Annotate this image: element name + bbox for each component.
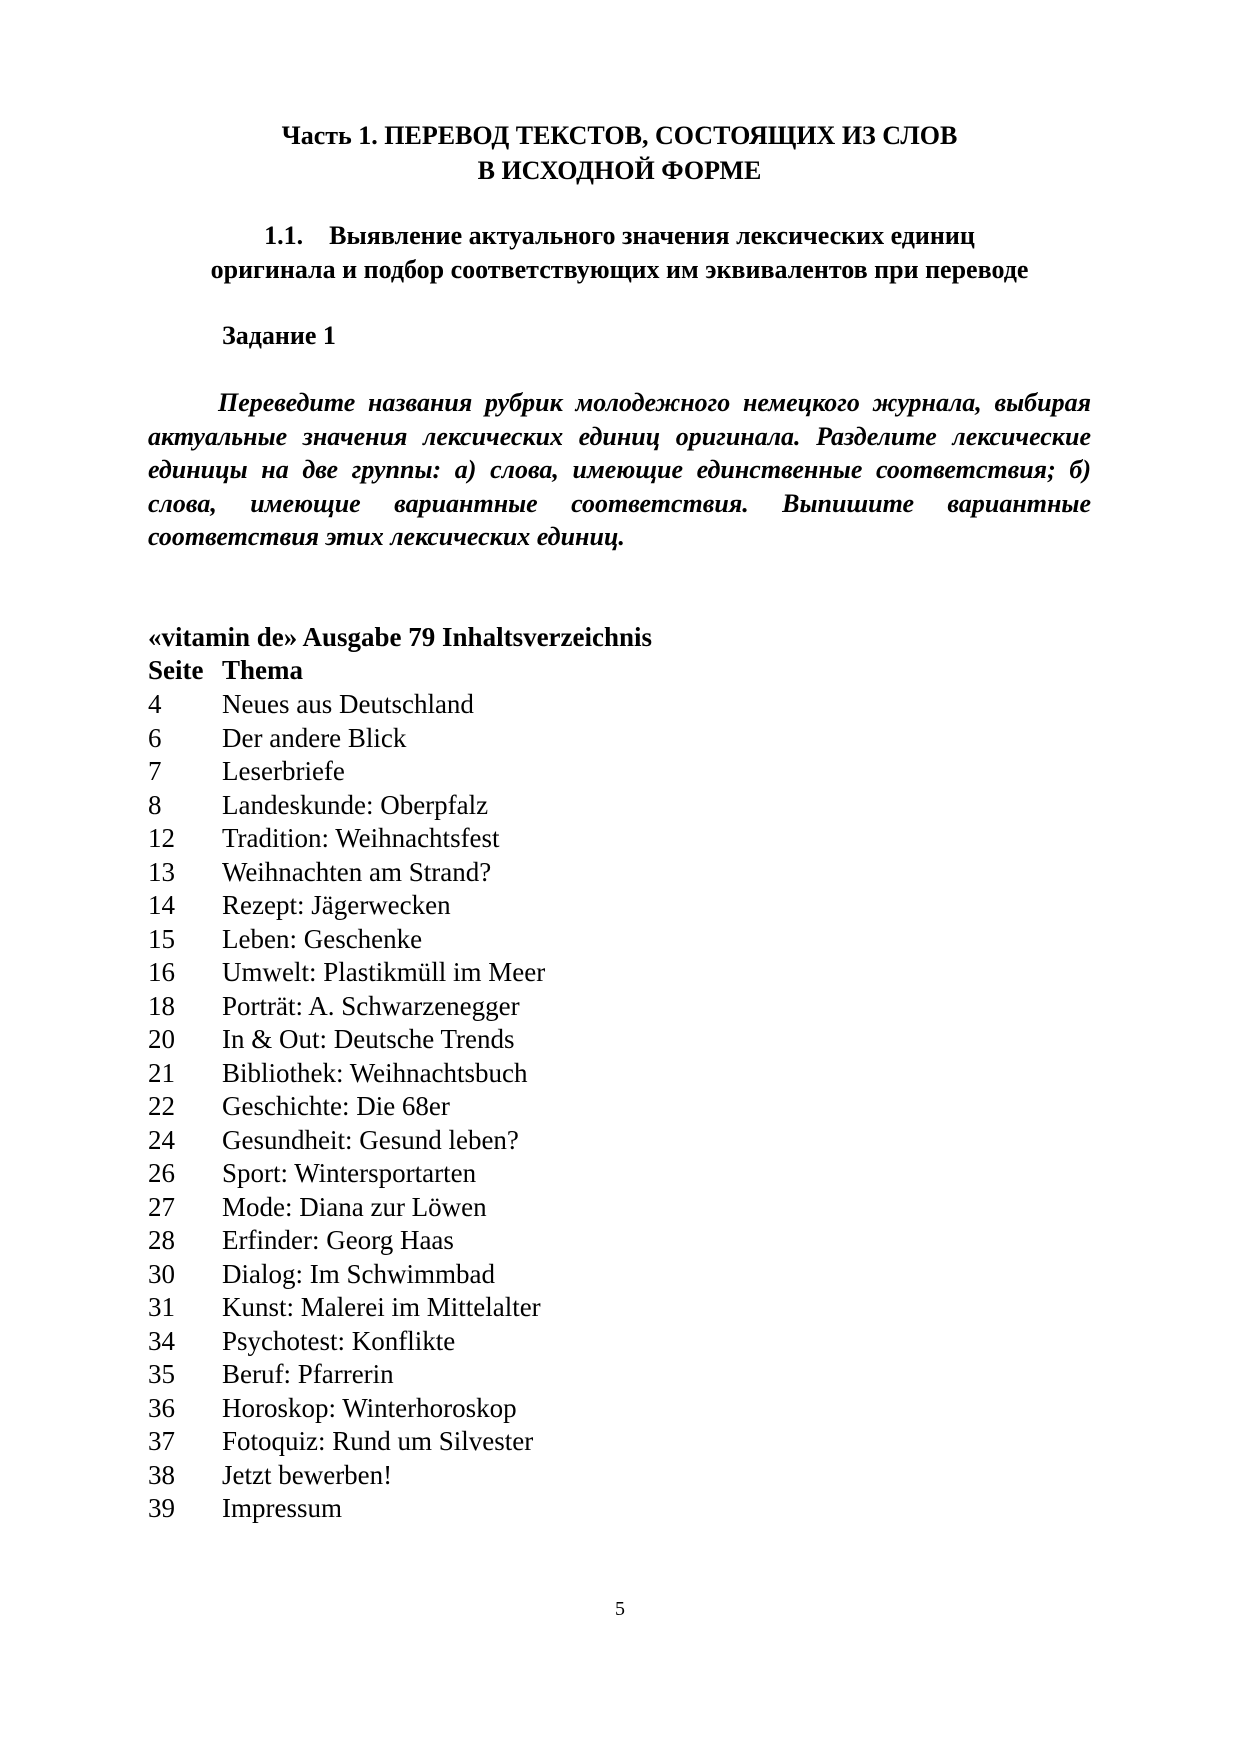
- column-header-page: Seite: [148, 655, 204, 685]
- toc-page-number: 4: [148, 689, 162, 719]
- toc-row: [148, 1090, 545, 1124]
- toc-page-number: 28: [148, 1225, 175, 1255]
- toc-topic: Leben: Geschenke: [222, 923, 423, 954]
- toc-topic: Bibliothek: Weihnachtsbuch: [222, 1057, 528, 1088]
- toc-row: [148, 1157, 545, 1191]
- toc-list: [148, 688, 545, 1526]
- toc-row: [148, 789, 545, 823]
- toc-topic: Impressum: [222, 1493, 342, 1523]
- toc-page-number: 18: [148, 990, 175, 1021]
- toc-page-number: 36: [148, 1392, 175, 1423]
- toc-row: [148, 1258, 545, 1292]
- toc-page-number: 22: [148, 1091, 175, 1121]
- toc-page-number: 37: [148, 1426, 175, 1456]
- toc-row: [148, 923, 545, 957]
- toc-topic: Umwelt: Plastikmüll im Meer: [222, 957, 546, 987]
- toc-page-number: 35: [148, 1359, 175, 1389]
- toc-topic: Erfinder: Georg Haas: [222, 1225, 454, 1255]
- toc-row: [148, 1492, 545, 1526]
- toc-row: [148, 1057, 545, 1091]
- toc-page-number: 8: [148, 789, 162, 820]
- toc-topic: Psychotest: Konflikte: [222, 1325, 456, 1356]
- toc-row: [148, 1392, 545, 1426]
- toc-topic: Rezept: Jägerwecken: [222, 890, 451, 920]
- toc-column-headers: [148, 654, 303, 688]
- toc-row: [148, 1023, 545, 1057]
- toc-page-number: 34: [148, 1325, 175, 1356]
- toc-row: [148, 688, 545, 722]
- toc-row: [148, 722, 545, 756]
- column-header-topic: Thema: [222, 655, 303, 685]
- toc-topic: Dialog: Im Schwimmbad: [222, 1258, 495, 1289]
- toc-row: [148, 1291, 545, 1325]
- task-title: Задание 1: [222, 321, 336, 350]
- toc-topic: Neues aus Deutschland: [222, 689, 474, 719]
- toc-page-number: 24: [148, 1124, 175, 1155]
- toc-topic: Der andere Blick: [222, 722, 407, 753]
- toc-row: [148, 1459, 545, 1493]
- section-heading-line2: оригинала и подбор соответствующих им эквивалентов при переводе: [210, 255, 1029, 284]
- section-heading-line1: 1.1. Выявление актуального значения лексических единиц: [264, 221, 975, 250]
- toc-row: [148, 755, 545, 789]
- toc-topic: Weihnachten am Strand?: [222, 856, 492, 887]
- toc-row: [148, 1191, 545, 1225]
- toc-row: [148, 856, 545, 890]
- chapter-heading: [148, 118, 1091, 188]
- toc-topic: Geschichte: Die 68er: [222, 1091, 450, 1121]
- toc-page-number: 31: [148, 1292, 175, 1322]
- chapter-heading-line1: Часть 1. ПЕРЕВОД ТЕКСТОВ, СОСТОЯЩИХ ИЗ СЛОВ: [281, 121, 958, 150]
- toc-row: [148, 1124, 545, 1158]
- toc-row: [148, 956, 545, 990]
- toc-topic: Mode: Diana zur Löwen: [222, 1191, 487, 1222]
- toc-topic: Fotoquiz: Rund um Silvester: [222, 1426, 534, 1456]
- toc-page-number: 21: [148, 1057, 175, 1088]
- toc-row: [148, 990, 545, 1024]
- toc-topic: Beruf: Pfarrerin: [222, 1359, 394, 1389]
- toc-page-number: 12: [148, 823, 175, 853]
- toc-topic: Porträt: A. Schwarzenegger: [222, 990, 520, 1021]
- toc-page-number: 27: [148, 1191, 175, 1222]
- toc-page-number: 15: [148, 923, 175, 954]
- toc-page-number: 16: [148, 957, 175, 987]
- toc-row: [148, 889, 545, 923]
- toc-title: «vitamin de» Ausgabe 79 Inhaltsverzeichnis: [148, 622, 653, 652]
- page-number: 5: [615, 1598, 625, 1620]
- toc-row: [148, 1224, 545, 1258]
- toc-row: [148, 1425, 545, 1459]
- toc-row: [148, 1358, 545, 1392]
- toc-topic: Horoskop: Winterhoroskop: [222, 1392, 517, 1423]
- toc-topic: Sport: Wintersportarten: [222, 1158, 477, 1188]
- toc-topic: Kunst: Malerei im Mittelalter: [222, 1292, 541, 1322]
- toc-row: [148, 1325, 545, 1359]
- toc-page-number: 20: [148, 1024, 175, 1054]
- toc-page-number: 30: [148, 1258, 175, 1289]
- toc-topic: Jetzt bewerben!: [222, 1459, 393, 1490]
- toc-topic: Landeskunde: Oberpfalz: [222, 789, 489, 820]
- toc-page-number: 7: [148, 756, 162, 786]
- toc-row: [148, 822, 545, 856]
- section-heading: [148, 219, 1091, 287]
- toc-topic: Gesundheit: Gesund leben?: [222, 1124, 519, 1155]
- toc-page-number: 38: [148, 1459, 175, 1490]
- toc-page-number: 14: [148, 890, 175, 920]
- toc-page-number: 13: [148, 856, 175, 887]
- toc-page-number: 6: [148, 722, 162, 753]
- toc-topic: Tradition: Weihnachtsfest: [222, 823, 500, 853]
- chapter-heading-line2: В ИСХОДНОЙ ФОРМЕ: [477, 156, 762, 185]
- toc-topic: Leserbriefe: [222, 756, 345, 786]
- toc-page-number: 26: [148, 1158, 175, 1188]
- toc-topic: In & Out: Deutsche Trends: [222, 1024, 515, 1054]
- task-instruction: Переведите названия рубрик молодежного немецкого журнала, выбирая актуальные значения лексических единиц оригинала. Разделите лексические единицы на две группы: а) слова, имеющие единственные соответствия; б) слова, имеющие вариантные соответствия. Выпишите вариантные соответствия этих лексических единиц.: [148, 388, 1091, 551]
- toc-page-number: 39: [148, 1493, 175, 1523]
